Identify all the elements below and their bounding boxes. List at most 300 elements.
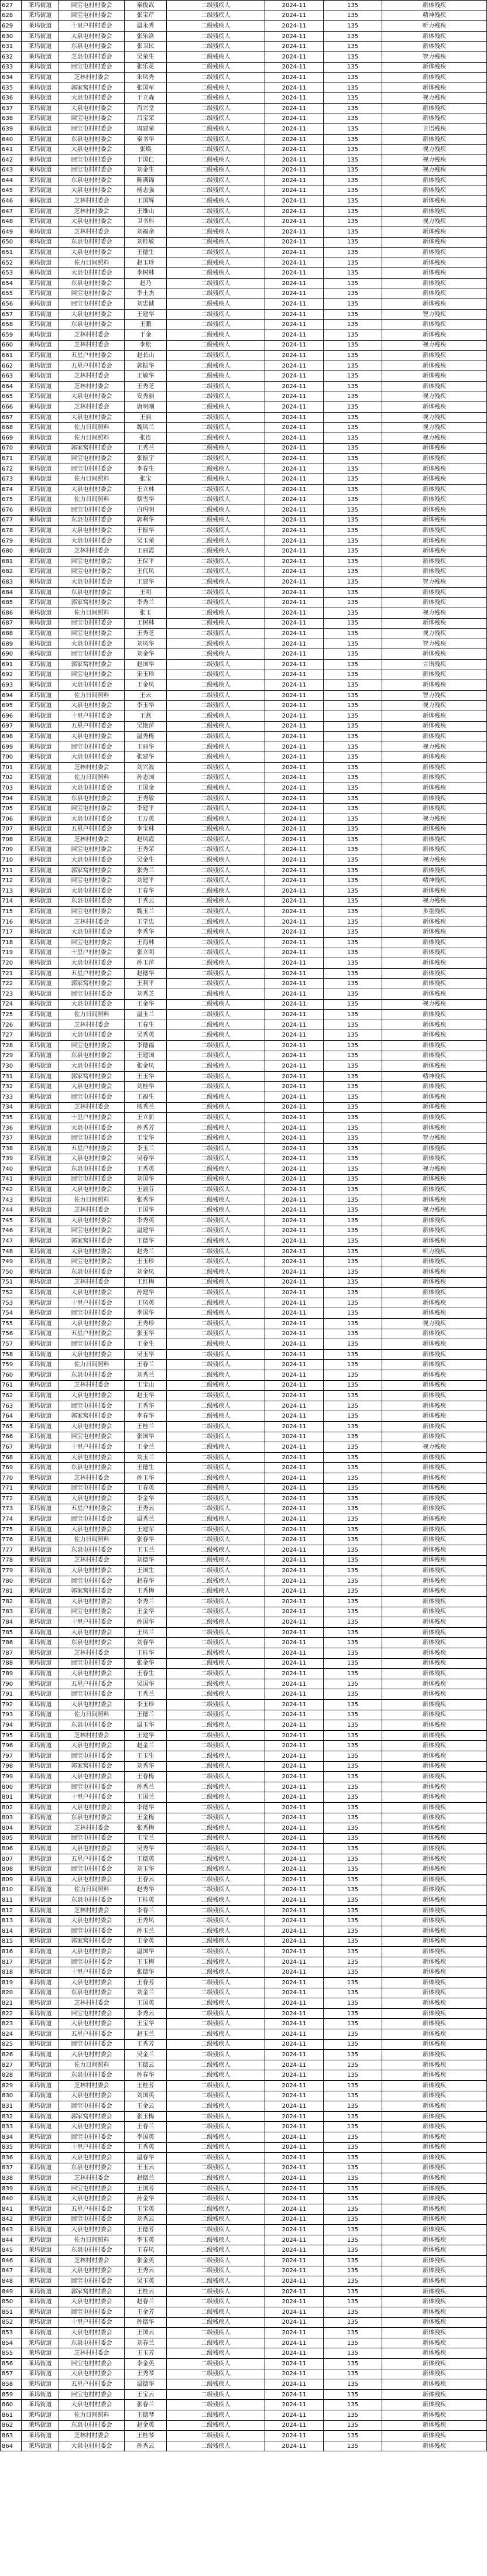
row-number-cell: 684 <box>1 587 22 598</box>
table-row <box>1 546 487 557</box>
row-number-cell: 853 <box>1 2328 22 2338</box>
table-row <box>1 2194 487 2204</box>
person-name-cell: 王春兰 <box>125 1360 167 1370</box>
disability-type-cell: 智力残疾 <box>382 690 487 701</box>
table-row <box>1 1411 487 1422</box>
table-row <box>1 124 487 135</box>
disability-type-cell: 新体残疾 <box>382 186 487 196</box>
row-number-cell: 658 <box>1 320 22 330</box>
person-name-cell: 李秀华 <box>125 927 167 938</box>
person-name-cell: 吴金生 <box>125 855 167 866</box>
person-name-cell: 吴玉荣 <box>125 536 167 546</box>
person-name-cell: 王学忠 <box>125 917 167 927</box>
person-name-cell: 赵德华 <box>125 968 167 979</box>
amount-cell: 135 <box>324 1339 382 1350</box>
row-number-cell: 767 <box>1 1442 22 1453</box>
period-cell: 2024-11 <box>265 2400 324 2410</box>
disability-type-cell: 新体残疾 <box>382 1483 487 1494</box>
village-committee-cell: 郭家窝村村委会 <box>59 2111 125 2122</box>
town-cell: 莱坞街道 <box>22 526 59 536</box>
village-committee-cell: 回宝屯村村委会 <box>59 1483 125 1494</box>
amount-cell: 135 <box>324 1524 382 1535</box>
village-committee-cell: 大泉屯村村委会 <box>59 1875 125 1885</box>
village-committee-cell: 回宝屯村村委会 <box>59 938 125 948</box>
table-row <box>1 1133 487 1144</box>
period-cell: 2024-11 <box>265 1669 324 1679</box>
amount-cell: 135 <box>324 2101 382 2112</box>
subsidy-level-cell: 二级残疾人 <box>167 989 265 1000</box>
table-row <box>1 855 487 866</box>
disability-type-cell: 新体残疾 <box>382 1597 487 1607</box>
amount-cell: 135 <box>324 1040 382 1051</box>
amount-cell: 135 <box>324 855 382 866</box>
table-row <box>1 1370 487 1380</box>
row-number-cell: 659 <box>1 330 22 341</box>
period-cell: 2024-11 <box>265 1854 324 1864</box>
town-cell: 莱坞街道 <box>22 402 59 413</box>
person-name-cell: 张春兰 <box>125 2400 167 2410</box>
town-cell: 莱坞街道 <box>22 1875 59 1885</box>
row-number-cell: 750 <box>1 1267 22 1278</box>
amount-cell: 135 <box>324 536 382 546</box>
village-committee-cell: 东泉屯村村委会 <box>59 1051 125 1061</box>
table-row <box>1 1885 487 1895</box>
town-cell: 莱坞街道 <box>22 1504 59 1514</box>
town-cell: 莱坞街道 <box>22 1020 59 1030</box>
town-cell: 莱坞街道 <box>22 1782 59 1792</box>
table-row <box>1 268 487 279</box>
row-number-cell: 788 <box>1 1658 22 1669</box>
disability-type-cell: 新体残疾 <box>382 206 487 217</box>
period-cell: 2024-11 <box>265 2080 324 2091</box>
amount-cell: 135 <box>324 2338 382 2348</box>
village-committee-cell: 大泉屯村村委会 <box>59 1566 125 1576</box>
disability-type-cell: 新体残疾 <box>382 1452 487 1463</box>
table-row <box>1 103 487 114</box>
table-row <box>1 752 487 763</box>
table-row <box>1 1936 487 1947</box>
row-number-cell: 631 <box>1 42 22 52</box>
disability-type-cell: 新体残疾 <box>382 1113 487 1123</box>
village-committee-cell: 大泉屯村村委会 <box>59 886 125 897</box>
period-cell: 2024-11 <box>265 2266 324 2276</box>
person-name-cell: 王桂兰 <box>125 1421 167 1432</box>
town-cell: 莱坞街道 <box>22 2420 59 2431</box>
subsidy-level-cell: 二级残疾人 <box>167 1555 265 1566</box>
town-cell: 莱坞街道 <box>22 1535 59 1545</box>
table-row <box>1 639 487 649</box>
amount-cell: 135 <box>324 804 382 814</box>
subsidy-level-cell: 二级残疾人 <box>167 103 265 114</box>
village-committee-cell: 回宝屯村村委会 <box>59 1432 125 1442</box>
village-committee-cell: 东泉屯村村委会 <box>59 279 125 289</box>
disability-type-cell: 新体残疾 <box>382 1792 487 1803</box>
disability-type-cell: 新体残疾 <box>382 835 487 845</box>
disability-type-cell: 新体残疾 <box>382 73 487 83</box>
town-cell: 莱坞街道 <box>22 1638 59 1648</box>
row-number-cell: 715 <box>1 907 22 917</box>
town-cell: 莱坞街道 <box>22 1988 59 1998</box>
table-row <box>1 381 487 392</box>
table-row <box>1 495 487 505</box>
person-name-cell: 刘秀云 <box>125 2214 167 2225</box>
period-cell: 2024-11 <box>265 907 324 917</box>
table-row <box>1 93 487 104</box>
person-name-cell: 王秀珍 <box>125 1319 167 1329</box>
village-committee-cell: 大泉屯村村委会 <box>59 217 125 227</box>
period-cell: 2024-11 <box>265 1494 324 1504</box>
amount-cell: 135 <box>324 721 382 732</box>
person-name-cell: 孙玉华 <box>125 1473 167 1483</box>
subsidy-level-cell: 二级残疾人 <box>167 1967 265 1978</box>
subsidy-level-cell: 二级残疾人 <box>167 2019 265 2029</box>
person-name-cell: 王凤兰 <box>125 1627 167 1638</box>
table-row <box>1 1319 487 1329</box>
subsidy-level-cell: 二级残疾人 <box>167 1669 265 1679</box>
person-name-cell: 肖兴堂 <box>125 103 167 114</box>
town-cell: 莱坞街道 <box>22 1710 59 1720</box>
subsidy-level-cell: 二级残疾人 <box>167 1741 265 1751</box>
village-committee-cell: 芝林村村委会 <box>59 1823 125 1834</box>
amount-cell: 135 <box>324 938 382 948</box>
period-cell: 2024-11 <box>265 227 324 238</box>
village-committee-cell: 芝林村村委会 <box>59 835 125 845</box>
subsidy-level-cell: 二级残疾人 <box>167 896 265 907</box>
amount-cell: 135 <box>324 1051 382 1061</box>
person-name-cell: 张金英 <box>125 2256 167 2266</box>
row-number-cell: 811 <box>1 1895 22 1906</box>
row-number-cell: 647 <box>1 206 22 217</box>
row-number-cell: 831 <box>1 2101 22 2112</box>
village-committee-cell: 大泉屯村村委会 <box>59 639 125 649</box>
town-cell: 莱坞街道 <box>22 1514 59 1525</box>
subsidy-level-cell: 二级残疾人 <box>167 1916 265 1926</box>
subsidy-level-cell: 二级残疾人 <box>167 1051 265 1061</box>
period-cell: 2024-11 <box>265 1597 324 1607</box>
amount-cell: 135 <box>324 1586 382 1597</box>
person-name-cell: 李秀英 <box>125 1216 167 1226</box>
village-committee-cell: 芝林村村委会 <box>59 1998 125 2009</box>
disability-type-cell: 视力残疾 <box>382 608 487 619</box>
subsidy-level-cell: 二级残疾人 <box>167 660 265 670</box>
town-cell: 莱坞街道 <box>22 1380 59 1391</box>
amount-cell: 135 <box>324 690 382 701</box>
town-cell: 莱坞街道 <box>22 711 59 721</box>
period-cell: 2024-11 <box>265 2225 324 2235</box>
period-cell: 2024-11 <box>265 1205 324 1216</box>
disability-type-cell: 新体残疾 <box>382 42 487 52</box>
village-committee-cell: 大泉屯村村委会 <box>59 814 125 824</box>
village-committee-cell: 大泉屯村村委会 <box>59 752 125 763</box>
village-committee-cell: 回宝屯村村委会 <box>59 1658 125 1669</box>
village-committee-cell: 东泉屯村村委会 <box>59 2420 125 2431</box>
table-row <box>1 845 487 855</box>
amount-cell: 135 <box>324 2286 382 2297</box>
amount-cell: 135 <box>324 1113 382 1123</box>
disability-type-cell: 新体残疾 <box>382 1566 487 1576</box>
subsidy-level-cell: 二级残疾人 <box>167 1267 265 1278</box>
table-row <box>1 938 487 948</box>
amount-cell: 135 <box>324 1730 382 1741</box>
disability-type-cell: 新体残疾 <box>382 2080 487 2091</box>
disability-type-cell: 新体残疾 <box>382 1689 487 1700</box>
table-row <box>1 330 487 341</box>
amount-cell: 135 <box>324 2183 382 2194</box>
person-name-cell: 刘凤华 <box>125 639 167 649</box>
village-committee-cell: 十里户村村委会 <box>59 948 125 958</box>
row-number-cell: 841 <box>1 2204 22 2215</box>
amount-cell: 135 <box>324 381 382 392</box>
table-row <box>1 2235 487 2245</box>
table-row <box>1 1545 487 1556</box>
village-committee-cell: 回宝屯村村委会 <box>59 165 125 176</box>
disability-type-cell: 新体残疾 <box>382 1339 487 1350</box>
amount-cell: 135 <box>324 876 382 886</box>
village-committee-cell: 大泉屯村村委会 <box>59 2153 125 2163</box>
person-name-cell: 王秀芳 <box>125 2039 167 2050</box>
town-cell: 莱坞街道 <box>22 1699 59 1710</box>
amount-cell: 135 <box>324 742 382 752</box>
person-name-cell: 李秀云 <box>125 2008 167 2019</box>
amount-cell: 135 <box>324 1277 382 1288</box>
table-row <box>1 721 487 732</box>
disability-type-cell: 言语残疾 <box>382 124 487 135</box>
amount-cell: 135 <box>324 1174 382 1185</box>
village-committee-cell: 回宝屯村村委会 <box>59 1689 125 1700</box>
subsidy-level-cell: 二级残疾人 <box>167 1432 265 1442</box>
period-cell: 2024-11 <box>265 979 324 989</box>
period-cell: 2024-11 <box>265 2194 324 2204</box>
row-number-cell: 863 <box>1 2431 22 2441</box>
village-committee-cell: 郭家窝村村委会 <box>59 865 125 876</box>
row-number-cell: 628 <box>1 11 22 21</box>
town-cell: 莱坞街道 <box>22 536 59 546</box>
disability-type-cell: 新体残疾 <box>382 248 487 258</box>
table-row <box>1 557 487 567</box>
person-name-cell: 杨志强 <box>125 186 167 196</box>
row-number-cell: 826 <box>1 2050 22 2060</box>
table-row <box>1 1905 487 1916</box>
village-committee-cell: 芝林村村委会 <box>59 371 125 382</box>
village-committee-cell: 郭家窝村村委会 <box>59 443 125 454</box>
town-cell: 莱坞街道 <box>22 1154 59 1164</box>
person-name-cell: 温永秀 <box>125 21 167 32</box>
person-name-cell: 王德云 <box>125 2060 167 2070</box>
village-committee-cell: 大泉屯村村委会 <box>59 93 125 104</box>
amount-cell: 135 <box>324 2050 382 2060</box>
row-number-cell: 757 <box>1 1339 22 1350</box>
table-row <box>1 248 487 258</box>
row-number-cell: 798 <box>1 1761 22 1772</box>
person-name-cell: 秦书华 <box>125 134 167 145</box>
period-cell: 2024-11 <box>265 1092 324 1102</box>
period-cell: 2024-11 <box>265 268 324 279</box>
disability-type-cell: 新体残疾 <box>382 1751 487 1761</box>
amount-cell: 135 <box>324 1566 382 1576</box>
row-number-cell: 760 <box>1 1370 22 1380</box>
person-name-cell: 赵金英 <box>125 2420 167 2431</box>
person-name-cell: 王金云 <box>125 2101 167 2112</box>
village-committee-cell: 大泉屯村村委会 <box>59 1916 125 1926</box>
period-cell: 2024-11 <box>265 464 324 474</box>
row-number-cell: 792 <box>1 1699 22 1710</box>
subsidy-level-cell: 二级残疾人 <box>167 206 265 217</box>
period-cell: 2024-11 <box>265 2358 324 2369</box>
table-row <box>1 917 487 927</box>
amount-cell: 135 <box>324 371 382 382</box>
disability-type-cell: 新体残疾 <box>382 1154 487 1164</box>
disability-type-cell: 新体残疾 <box>382 1092 487 1102</box>
row-number-cell: 861 <box>1 2410 22 2420</box>
amount-cell: 135 <box>324 114 382 124</box>
amount-cell: 135 <box>324 711 382 721</box>
amount-cell: 135 <box>324 1761 382 1772</box>
amount-cell: 135 <box>324 1936 382 1947</box>
amount-cell: 135 <box>324 2441 382 2451</box>
person-name-cell: 赵玉珍 <box>125 258 167 268</box>
row-number-cell: 685 <box>1 598 22 608</box>
village-committee-cell: 回宝屯村村委会 <box>59 804 125 814</box>
town-cell: 莱坞街道 <box>22 546 59 557</box>
period-cell: 2024-11 <box>265 1020 324 1030</box>
disability-type-cell: 新体残疾 <box>382 2214 487 2225</box>
person-name-cell: 李玉兰 <box>125 1143 167 1154</box>
person-name-cell: 魏玉兰 <box>125 907 167 917</box>
village-committee-cell: 回宝屯村村委会 <box>59 2008 125 2019</box>
subsidy-level-cell: 二级残疾人 <box>167 52 265 62</box>
disability-type-cell: 新体残疾 <box>382 783 487 794</box>
person-name-cell: 赵德兰 <box>125 2173 167 2184</box>
period-cell: 2024-11 <box>265 1741 324 1751</box>
disability-type-cell: 新体残疾 <box>382 1947 487 1957</box>
person-name-cell: 王红梅 <box>125 1277 167 1288</box>
row-number-cell: 707 <box>1 824 22 835</box>
period-cell: 2024-11 <box>265 824 324 835</box>
town-cell: 莱坞街道 <box>22 1524 59 1535</box>
period-cell: 2024-11 <box>265 2060 324 2070</box>
period-cell: 2024-11 <box>265 1391 324 1401</box>
disability-type-cell: 新体残疾 <box>382 1761 487 1772</box>
disability-type-cell: 新体残疾 <box>382 1051 487 1061</box>
subsidy-level-cell: 二级残疾人 <box>167 1782 265 1792</box>
subsidy-level-cell: 二级残疾人 <box>167 1844 265 1854</box>
person-name-cell: 孙秀兰 <box>125 1782 167 1792</box>
person-name-cell: 白玛明 <box>125 505 167 516</box>
row-number-cell: 769 <box>1 1463 22 1473</box>
subsidy-level-cell: 二级残疾人 <box>167 299 265 310</box>
disability-type-cell: 新体残疾 <box>382 2379 487 2390</box>
row-number-cell: 725 <box>1 1010 22 1020</box>
town-cell: 莱坞街道 <box>22 1576 59 1586</box>
disability-type-cell: 新体残疾 <box>382 1102 487 1113</box>
village-committee-cell: 回宝屯村村委会 <box>59 2214 125 2225</box>
village-committee-cell: 佐力日间照料 <box>59 474 125 485</box>
village-committee-cell: 五星户村村委会 <box>59 351 125 361</box>
period-cell: 2024-11 <box>265 2379 324 2390</box>
period-cell: 2024-11 <box>265 1319 324 1329</box>
table-row <box>1 1730 487 1741</box>
town-cell: 莱坞街道 <box>22 1947 59 1957</box>
row-number-cell: 786 <box>1 1638 22 1648</box>
amount-cell: 135 <box>324 1813 382 1823</box>
amount-cell: 135 <box>324 917 382 927</box>
town-cell: 莱坞街道 <box>22 670 59 680</box>
row-number-cell: 729 <box>1 1051 22 1061</box>
subsidy-level-cell: 二级残疾人 <box>167 381 265 392</box>
table-row <box>1 2317 487 2328</box>
subsidy-level-cell: 二级残疾人 <box>167 2091 265 2101</box>
town-cell: 莱坞街道 <box>22 1277 59 1288</box>
village-committee-cell: 芝林村村委会 <box>59 1277 125 1288</box>
period-cell: 2024-11 <box>265 1998 324 2009</box>
row-number-cell: 661 <box>1 351 22 361</box>
amount-cell: 135 <box>324 1597 382 1607</box>
period-cell: 2024-11 <box>265 1442 324 1453</box>
amount-cell: 135 <box>324 2070 382 2081</box>
row-number-cell: 773 <box>1 1504 22 1514</box>
village-committee-cell: 回宝屯村村委会 <box>59 618 125 629</box>
subsidy-level-cell: 二级残疾人 <box>167 876 265 886</box>
village-committee-cell: 五星户村村委会 <box>59 1854 125 1864</box>
amount-cell: 135 <box>324 1875 382 1885</box>
disability-type-cell: 智力残疾 <box>382 309 487 320</box>
table-row <box>1 660 487 670</box>
period-cell: 2024-11 <box>265 2122 324 2132</box>
disability-type-cell: 新体残疾 <box>382 1782 487 1792</box>
table-row <box>1 2358 487 2369</box>
subsidy-level-cell: 二级残疾人 <box>167 783 265 794</box>
disability-type-cell: 新体残疾 <box>382 1535 487 1545</box>
period-cell: 2024-11 <box>265 639 324 649</box>
person-name-cell: 王建华 <box>125 1730 167 1741</box>
subsidy-level-cell: 二级残疾人 <box>167 11 265 21</box>
village-committee-cell: 大泉屯村村委会 <box>59 2019 125 2029</box>
row-number-cell: 733 <box>1 1092 22 1102</box>
village-committee-cell: 芝林村村委会 <box>59 1205 125 1216</box>
person-name-cell: 王德兰 <box>125 1710 167 1720</box>
town-cell: 莱坞街道 <box>22 1916 59 1926</box>
disability-type-cell: 新体残疾 <box>382 1833 487 1844</box>
period-cell: 2024-11 <box>265 804 324 814</box>
person-name-cell: 王德生 <box>125 248 167 258</box>
row-number-cell: 854 <box>1 2338 22 2348</box>
row-number-cell: 689 <box>1 639 22 649</box>
village-committee-cell: 大泉屯村村委会 <box>59 2266 125 2276</box>
town-cell: 莱坞街道 <box>22 1607 59 1617</box>
table-row <box>1 1473 487 1483</box>
table-row <box>1 608 487 619</box>
period-cell: 2024-11 <box>265 62 324 73</box>
person-name-cell: 王宝兰 <box>125 1833 167 1844</box>
disability-type-cell: 新体残疾 <box>382 1720 487 1731</box>
town-cell: 莱坞街道 <box>22 989 59 1000</box>
town-cell: 莱坞街道 <box>22 2091 59 2101</box>
disability-type-cell: 新体残疾 <box>382 1329 487 1339</box>
disability-type-cell: 新体残疾 <box>382 515 487 526</box>
amount-cell: 135 <box>324 176 382 186</box>
subsidy-level-cell: 二级残疾人 <box>167 999 265 1010</box>
disability-type-cell: 新体残疾 <box>382 1030 487 1041</box>
period-cell: 2024-11 <box>265 1545 324 1556</box>
row-number-cell: 740 <box>1 1164 22 1175</box>
period-cell: 2024-11 <box>265 886 324 897</box>
period-cell: 2024-11 <box>265 484 324 495</box>
subsidy-level-cell: 二级残疾人 <box>167 1154 265 1164</box>
person-name-cell: 王宝英 <box>125 2204 167 2215</box>
amount-cell: 135 <box>324 1782 382 1792</box>
village-committee-cell: 芝林村村委会 <box>59 206 125 217</box>
disability-type-cell: 新体残疾 <box>382 2050 487 2060</box>
